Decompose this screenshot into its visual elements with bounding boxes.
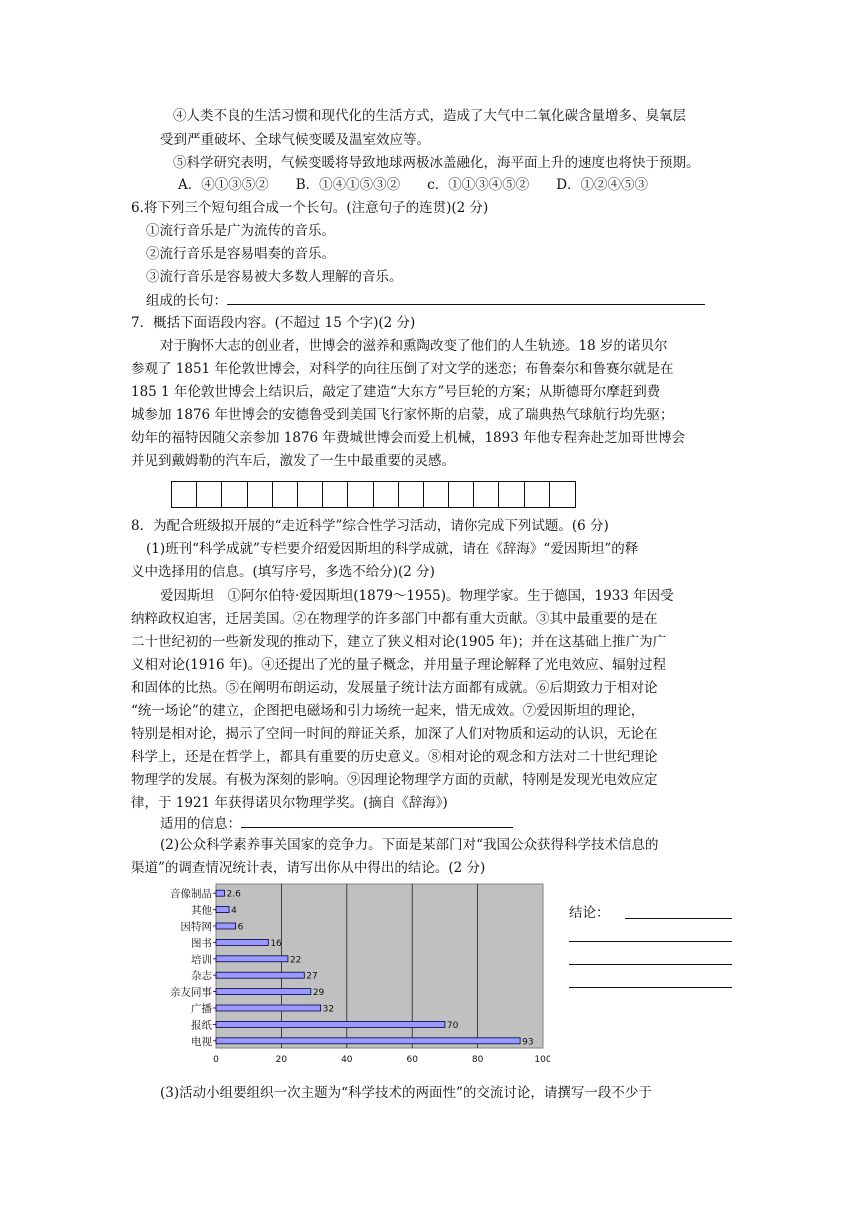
y-category-label: 广播 bbox=[191, 1003, 212, 1015]
option-5: ⑤科学研究表明，气候变暖将导致地球两极冰盖融化，海平面上升的速度也将快于预期。 bbox=[173, 155, 700, 171]
question-8-1-line-1: (1)班刊“科学成就”专栏要介绍爱因斯坦的科学成就，请在《辞海》“爱因斯坦”的释 bbox=[146, 541, 639, 557]
y-category-label: 音像制品 bbox=[170, 888, 212, 901]
applicable-info-row bbox=[160, 813, 513, 834]
answer-label: 组成的长句： bbox=[146, 293, 227, 309]
answer-box[interactable] bbox=[273, 482, 298, 507]
answer-box[interactable] bbox=[474, 482, 499, 507]
x-tick-label: 0 bbox=[213, 1055, 219, 1065]
question-8-title: 8．为配合班级拟开展的“走近科学”综合性学习活动，请你完成下列试题。(6 分) bbox=[131, 518, 609, 534]
cihai-entry-line: 特别是相对论，揭示了空间一时间的辩证关系，加深了人们对物质和运动的认识，无论在 bbox=[131, 726, 658, 742]
answer-box[interactable] bbox=[499, 482, 524, 507]
bar bbox=[216, 989, 311, 995]
question-6-item-1: ①流行音乐是广为流传的音乐。 bbox=[146, 223, 335, 239]
y-category-label: 其他 bbox=[191, 904, 212, 917]
bar bbox=[216, 923, 236, 929]
data-label: 93 bbox=[522, 1037, 534, 1048]
data-label: 2.6 bbox=[226, 889, 241, 900]
y-category-label: 报纸 bbox=[191, 1019, 212, 1032]
question-6-item-2: ②流行音乐是容易唱奏的音乐。 bbox=[146, 246, 335, 262]
conclusion-blank-3[interactable] bbox=[569, 964, 732, 965]
question-8-3-line-1: (3)活动小组要组织一次主题为“科学技术的两面性”的交流讨论，请撰写一段不少于 bbox=[160, 1085, 652, 1101]
cihai-entry-line: 律，于 1921 年获得诺贝尔物理学奖。(摘自《辞海》) bbox=[131, 795, 448, 811]
answer-box[interactable] bbox=[248, 482, 273, 507]
data-label: 22 bbox=[289, 955, 302, 966]
applicable-info-blank[interactable] bbox=[241, 813, 513, 828]
y-category-label: 因特网 bbox=[180, 921, 212, 933]
conclusion-label: 结论： bbox=[569, 905, 610, 921]
cihai-entry-line: 科学上，还是在哲学上，都具有重要的历史意义。⑧相对论的观念和方法对二十世纪理论 bbox=[131, 749, 658, 765]
data-label: 4 bbox=[231, 906, 237, 917]
option-4-line-2: 受到严重破坏、全球气候变暖及温室效应等。 bbox=[160, 132, 430, 148]
passage-line: 并见到戴姆勒的汽车后，激发了一生中最重要的灵感。 bbox=[131, 453, 455, 469]
bar bbox=[216, 956, 288, 962]
cihai-entry-line: 物理学的发展。有极为深刻的影响。⑨因理论物理学方面的贡献，特刚是发现光电效应定 bbox=[131, 772, 658, 788]
y-category-label: 电视 bbox=[191, 1035, 212, 1048]
bar bbox=[216, 1005, 321, 1011]
data-label: 32 bbox=[322, 1004, 335, 1015]
cihai-entry-line: 爱因斯坦 ①阿尔伯特·爱因斯坦(1879～1955)。物理学家。生于德国，1933 年因受 bbox=[160, 588, 674, 604]
conclusion-blank-4[interactable] bbox=[569, 987, 732, 988]
question-8-1-line-2: 义中选择用的信息。(填写序号，多选不给分)(2 分) bbox=[131, 564, 435, 580]
answer-box[interactable] bbox=[323, 482, 348, 507]
answer-box[interactable] bbox=[525, 482, 550, 507]
cihai-entry-line: 纳粹政权迫害，迁居美国。②在物理学的许多部门中都有重大贡献。③其中最重要的是在 bbox=[131, 611, 658, 627]
x-tick-label: 100 bbox=[534, 1055, 550, 1065]
passage-line: 幼年的福特因随父亲参加 1876 年费城世博会而爱上机械，1893 年他专程奔赴芝加哥世博会 bbox=[131, 430, 686, 446]
y-category-label: 培训 bbox=[191, 953, 212, 966]
x-tick-label: 20 bbox=[275, 1055, 288, 1065]
question-6-item-3: ③流行音乐是容易被大多数人理解的音乐。 bbox=[146, 269, 403, 285]
cihai-entry-line: “统一场论”的建立，企图把电磁场和引力场统一起来，惜无成效。⑦爱因斯坦的理论， bbox=[131, 703, 645, 719]
cihai-entry-line: 和固体的比热。⑤在阐明布朗运动，发展量子统计法方面都有成就。⑥后期致力于相对论 bbox=[131, 680, 658, 696]
answer-box[interactable] bbox=[298, 482, 323, 507]
passage-line: 城参加 1876 年世博会的安德鲁受到美国飞行家怀斯的启蒙，成了瑞典热气球航行均先驱； bbox=[131, 407, 674, 423]
answer-box[interactable] bbox=[348, 482, 373, 507]
answer-box[interactable] bbox=[424, 482, 449, 507]
y-category-label: 图书 bbox=[191, 937, 212, 950]
question-6-title: 6.将下列三个短句组合成一个长句。(注意句子的连贯)(2 分) bbox=[131, 200, 489, 216]
chart-svg bbox=[150, 880, 550, 1070]
y-category-label: 杂志 bbox=[191, 970, 212, 983]
question-8-2-line-2: 渠道”的调查情况统计表，请写出你从中得出的结论。(2 分) bbox=[131, 860, 486, 876]
data-label: 70 bbox=[446, 1020, 459, 1031]
cihai-entry-line: 二十世纪初的一些新发现的推动下，建立了狭义相对论(1905 年)；并在这基础上推广为广 bbox=[131, 634, 667, 650]
data-label: 27 bbox=[306, 971, 318, 982]
bar bbox=[216, 907, 229, 913]
answer-box[interactable] bbox=[197, 482, 222, 507]
bar bbox=[216, 1021, 445, 1027]
passage-line: 185 1 年伦敦世博会上结识后，敲定了建造“大东方”号巨轮的方案；从斯德哥尔摩赶到费 bbox=[131, 384, 661, 400]
applicable-info-label: 适用的信息： bbox=[160, 816, 241, 832]
passage-line: 参观了 1851 年伦敦世博会，对科学的向往压倒了对文学的迷恋；布鲁秦尔和鲁赛尔就是在 bbox=[131, 361, 674, 377]
answer-box[interactable] bbox=[550, 482, 575, 507]
answer-box[interactable] bbox=[374, 482, 399, 507]
answer-box[interactable] bbox=[222, 482, 247, 507]
data-label: 16 bbox=[270, 938, 282, 949]
bar bbox=[216, 939, 268, 945]
y-category-label: 亲友同事 bbox=[170, 986, 212, 999]
answer-box[interactable] bbox=[172, 482, 197, 507]
x-tick-label: 80 bbox=[471, 1055, 484, 1065]
x-tick-label: 40 bbox=[341, 1055, 353, 1065]
answer-box[interactable] bbox=[449, 482, 474, 507]
survey-bar-chart bbox=[150, 880, 550, 1070]
data-label: 29 bbox=[312, 988, 325, 999]
long-sentence-answer-blank[interactable] bbox=[227, 290, 705, 305]
conclusion-blank-1[interactable] bbox=[625, 918, 732, 919]
bar bbox=[216, 972, 304, 978]
question-6-answer-row bbox=[146, 290, 705, 311]
conclusion-blank-2[interactable] bbox=[569, 941, 732, 942]
bar bbox=[216, 1038, 520, 1044]
question-8-2-line-1: (2)公众科学素养事关国家的竞争力。下面是某部门对“我国公众获得科学技术信息的 bbox=[160, 837, 659, 853]
answer-grid[interactable] bbox=[171, 481, 576, 508]
bar bbox=[216, 890, 225, 896]
option-4-line-1: ④人类不良的生活习惯和现代化的生活方式，造成了大气中二氧化碳含量增多、臭氧层 bbox=[173, 108, 686, 124]
x-tick-label: 60 bbox=[406, 1055, 418, 1065]
question-7-title: 7．概括下面语段内容。(不超过 15 个字)(2 分) bbox=[131, 315, 416, 331]
data-label: 6 bbox=[237, 922, 244, 933]
cihai-entry-line: 义相对论(1916 年)。④还提出了光的量子概念，并用量子理论解释了光电效应、辐射过程 bbox=[131, 657, 667, 673]
answer-box[interactable] bbox=[399, 482, 424, 507]
answer-choices: A．④①③⑤② B．①④①⑤③② c．①①③④⑤② D．①②④⑤③ bbox=[178, 177, 649, 193]
passage-line: 对于胸怀大志的创业者，世博会的滋养和熏陶改变了他们的人生轨迹。18 岁的诺贝尔 bbox=[160, 338, 668, 354]
